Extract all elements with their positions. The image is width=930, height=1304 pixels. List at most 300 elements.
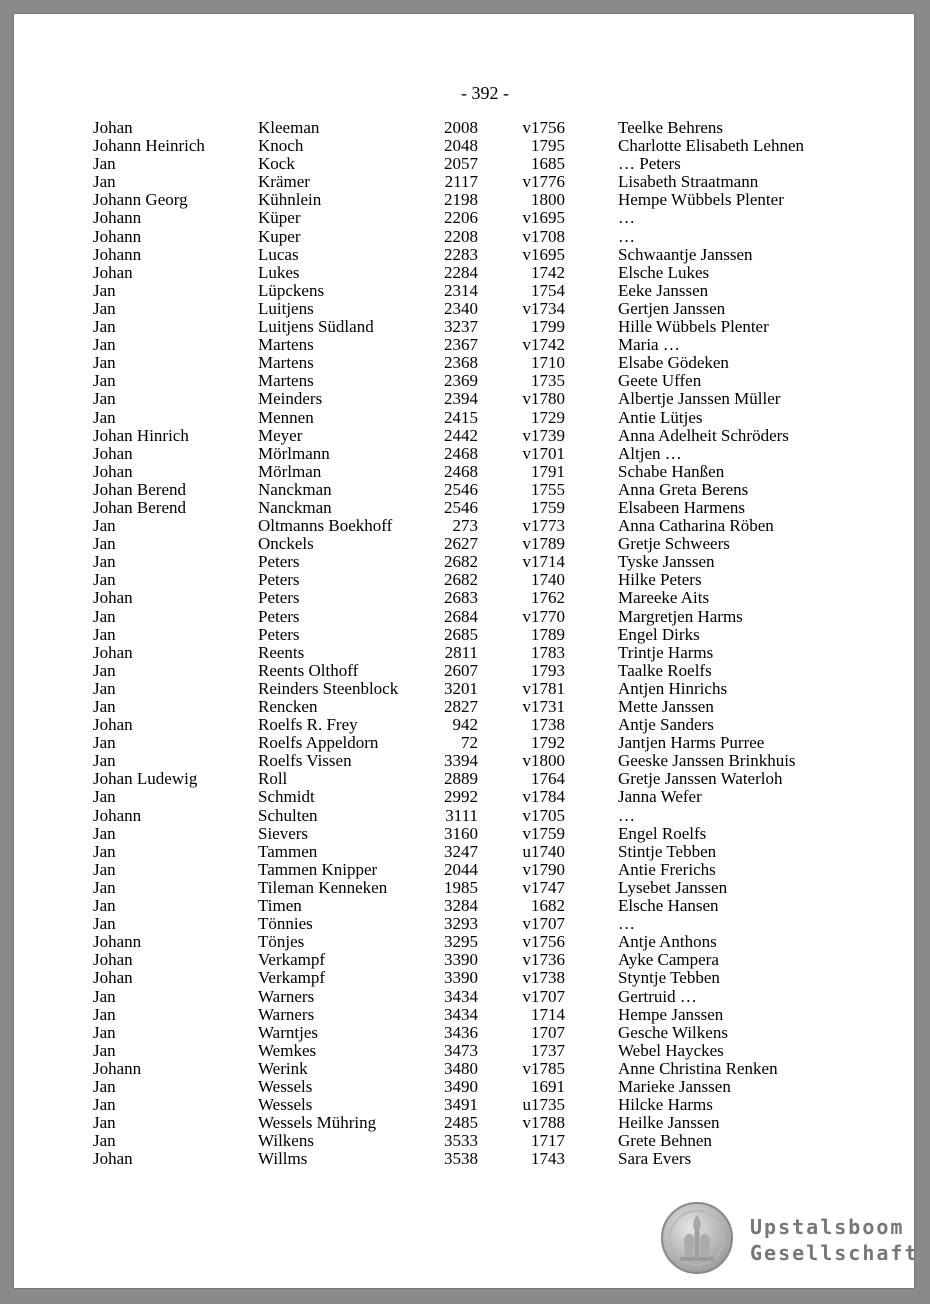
table-row: [13, 481, 915, 499]
spouse-name-cell: Antie Lütjes: [618, 407, 703, 427]
spouse-name-cell: …: [618, 805, 635, 825]
first-name-cell: Jan: [93, 1113, 116, 1133]
record-number-cell: 2044: [444, 859, 478, 879]
table-row: [13, 571, 915, 589]
last-name-cell: Wessels: [258, 1095, 313, 1115]
table-row: [13, 390, 915, 408]
first-name-cell: Jan: [93, 1076, 116, 1096]
last-name-cell: Nanckman: [258, 479, 332, 499]
record-number-cell: 3160: [444, 823, 478, 843]
first-name-cell: Johan: [93, 715, 133, 735]
spouse-name-cell: … Peters: [618, 154, 681, 174]
spouse-name-cell: Grete Behnen: [618, 1131, 712, 1151]
spouse-name-cell: Hille Wübbels Plenter: [618, 317, 769, 337]
spouse-name-cell: Stintje Tebben: [618, 841, 717, 861]
spouse-name-cell: Gesche Wilkens: [618, 1022, 728, 1042]
record-number-cell: 2368: [444, 353, 478, 373]
last-name-cell: Rencken: [258, 697, 318, 716]
first-name-cell: Johann: [93, 932, 142, 952]
last-name-cell: Luitjens Südland: [258, 317, 374, 337]
record-number-cell: 2048: [444, 136, 478, 156]
year-cell: v1731: [522, 697, 565, 716]
first-name-cell: Jan: [93, 660, 116, 680]
last-name-cell: Oltmanns Boekhoff: [258, 516, 393, 536]
first-name-cell: Jan: [93, 751, 116, 771]
record-number-cell: 2546: [444, 479, 478, 499]
last-name-cell: Knoch: [258, 136, 304, 156]
record-number-cell: 2198: [444, 190, 478, 210]
spouse-name-cell: Margretjen Harms: [618, 606, 743, 626]
spouse-name-cell: Albertje Janssen Müller: [618, 389, 781, 409]
last-name-cell: Mennen: [258, 407, 314, 427]
first-name-cell: Jan: [93, 624, 116, 644]
record-number-cell: 3434: [444, 1004, 478, 1024]
year-cell: v1707: [522, 986, 565, 1006]
spouse-name-cell: Ayke Campera: [618, 950, 719, 970]
table-row: [13, 336, 915, 354]
first-name-cell: Jan: [93, 678, 116, 698]
year-cell: 1759: [531, 497, 565, 517]
table-row: [13, 1096, 915, 1114]
last-name-cell: Schmidt: [258, 787, 315, 807]
first-name-cell: Jan: [93, 986, 116, 1006]
first-name-cell: Johann: [93, 208, 142, 228]
year-cell: 1738: [531, 715, 565, 735]
year-cell: 1789: [531, 624, 565, 644]
first-name-cell: Jan: [93, 353, 116, 373]
spouse-name-cell: Hilcke Harms: [618, 1095, 713, 1115]
table-row: [13, 933, 915, 951]
seal-icon: [660, 1201, 734, 1275]
record-number-cell: 2008: [444, 118, 478, 137]
spouse-name-cell: Teelke Behrens: [618, 118, 724, 137]
record-number-cell: 2284: [444, 262, 478, 282]
table-row: [13, 300, 915, 318]
record-number-cell: 2314: [444, 280, 478, 300]
spouse-name-cell: Engel Roelfs: [618, 823, 707, 843]
year-cell: v1780: [522, 389, 565, 409]
table-row: [13, 1042, 915, 1060]
first-name-cell: Johan: [93, 118, 133, 137]
last-name-cell: Roelfs R. Frey: [258, 715, 358, 735]
year-cell: 1783: [531, 642, 565, 662]
spouse-name-cell: Antje Sanders: [618, 715, 714, 735]
record-number-cell: 3434: [444, 986, 478, 1006]
first-name-cell: Jan: [93, 914, 116, 934]
last-name-cell: Meinders: [258, 389, 323, 409]
spouse-name-cell: Altjen …: [618, 443, 682, 463]
record-number-cell: 2367: [444, 335, 478, 355]
year-cell: 1799: [531, 317, 565, 337]
spouse-name-cell: Schwaantje Janssen: [618, 244, 753, 264]
spouse-name-cell: Taalke Roelfs: [618, 660, 712, 680]
first-name-cell: Johan Berend: [93, 497, 187, 517]
record-number-cell: 2685: [444, 624, 478, 644]
first-name-cell: Jan: [93, 407, 116, 427]
last-name-cell: Luitjens: [258, 298, 314, 318]
year-cell: 1755: [531, 479, 565, 499]
record-number-cell: 2442: [444, 425, 478, 445]
table-row: [13, 1060, 915, 1078]
first-name-cell: Jan: [93, 823, 116, 843]
record-number-cell: 2627: [444, 534, 478, 554]
spouse-name-cell: Geeske Janssen Brinkhuis: [618, 751, 796, 771]
year-cell: 1792: [531, 733, 565, 753]
logo-text-line2: Gesellschaft: [750, 1241, 919, 1265]
first-name-cell: Jan: [93, 1040, 116, 1060]
table-row: [13, 680, 915, 698]
table-row: [13, 318, 915, 336]
table-row: [13, 770, 915, 788]
table-row: [13, 282, 915, 300]
record-number-cell: 3473: [444, 1040, 478, 1060]
first-name-cell: Jan: [93, 516, 116, 536]
table-row: [13, 228, 915, 246]
first-name-cell: Jan: [93, 154, 116, 174]
spouse-name-cell: Anna Greta Berens: [618, 479, 749, 499]
year-cell: v1756: [522, 932, 565, 952]
first-name-cell: Johann: [93, 226, 142, 246]
first-name-cell: Jan: [93, 371, 116, 391]
table-row: [13, 119, 915, 137]
year-cell: 1740: [531, 570, 565, 590]
first-name-cell: Jan: [93, 896, 116, 916]
record-number-cell: 3480: [444, 1058, 478, 1078]
last-name-cell: Wessels: [258, 1076, 313, 1096]
first-name-cell: Johan: [93, 262, 133, 282]
last-name-cell: Peters: [258, 624, 300, 644]
table-row: [13, 209, 915, 227]
spouse-name-cell: Gertjen Janssen: [618, 298, 726, 318]
spouse-name-cell: Anna Adelheit Schröders: [618, 425, 789, 445]
year-cell: 1795: [531, 136, 565, 156]
year-cell: 1743: [531, 1149, 565, 1169]
spouse-name-cell: Tyske Janssen: [618, 552, 715, 572]
first-name-cell: Jan: [93, 1004, 116, 1024]
year-cell: v1790: [522, 859, 565, 879]
year-cell: 1793: [531, 660, 565, 680]
last-name-cell: Verkampf: [258, 968, 326, 988]
record-number-cell: 2827: [444, 697, 478, 716]
year-cell: v1788: [522, 1113, 565, 1133]
year-cell: v1695: [522, 244, 565, 264]
record-number-cell: 3237: [444, 317, 478, 337]
table-row: [13, 988, 915, 1006]
table-row: [13, 589, 915, 607]
first-name-cell: Jan: [93, 1095, 116, 1115]
spouse-name-cell: …: [618, 914, 635, 934]
last-name-cell: Verkampf: [258, 950, 326, 970]
spouse-name-cell: Hempe Janssen: [618, 1004, 724, 1024]
spouse-name-cell: Elsabeen Harmens: [618, 497, 745, 517]
table-row: [13, 372, 915, 390]
spouse-name-cell: Gretje Schweers: [618, 534, 730, 554]
year-cell: v1756: [522, 118, 565, 137]
year-cell: v1773: [522, 516, 565, 536]
record-number-cell: 3394: [444, 751, 478, 771]
spouse-name-cell: Elsabe Gödeken: [618, 353, 729, 373]
last-name-cell: Martens: [258, 335, 314, 355]
last-name-cell: Mörlmann: [258, 443, 330, 463]
last-name-cell: Kock: [258, 154, 295, 174]
last-name-cell: Timen: [258, 896, 302, 916]
year-cell: 1729: [531, 407, 565, 427]
last-name-cell: Schulten: [258, 805, 318, 825]
first-name-cell: Jan: [93, 534, 116, 554]
table-row: [13, 788, 915, 806]
table-row: [13, 1024, 915, 1042]
table-row: [13, 553, 915, 571]
spouse-name-cell: Gretje Janssen Waterloh: [618, 769, 783, 789]
year-cell: 1717: [531, 1131, 565, 1151]
first-name-cell: Johan Berend: [93, 479, 187, 499]
record-number-cell: 2340: [444, 298, 478, 318]
last-name-cell: Kühnlein: [258, 190, 322, 210]
spouse-name-cell: Charlotte Elisabeth Lehnen: [618, 136, 804, 156]
year-cell: 1707: [531, 1022, 565, 1042]
year-cell: v1784: [522, 787, 565, 807]
last-name-cell: Warners: [258, 1004, 315, 1024]
last-name-cell: Tileman Kenneken: [258, 877, 388, 897]
year-cell: v1739: [522, 425, 565, 445]
spouse-name-cell: Lisabeth Straatmann: [618, 172, 759, 192]
year-cell: u1735: [522, 1095, 565, 1115]
first-name-cell: Jan: [93, 172, 116, 192]
year-cell: 1737: [531, 1040, 565, 1060]
record-number-cell: 2206: [444, 208, 478, 228]
spouse-name-cell: Gertruid …: [618, 986, 697, 1006]
table-row: [13, 716, 915, 734]
year-cell: 1682: [531, 896, 565, 916]
first-name-cell: Johann Heinrich: [93, 136, 205, 156]
record-number-cell: 3390: [444, 950, 478, 970]
spouse-name-cell: Sara Evers: [618, 1149, 692, 1169]
first-name-cell: Jan: [93, 389, 116, 409]
last-name-cell: Tammen: [258, 841, 318, 861]
year-cell: 1764: [531, 769, 565, 789]
spouse-name-cell: Geete Uffen: [618, 371, 702, 391]
record-number-cell: 3390: [444, 968, 478, 988]
year-cell: v1785: [522, 1058, 565, 1078]
spouse-name-cell: …: [618, 208, 635, 228]
table-row: [13, 499, 915, 517]
record-number-cell: 1985: [444, 877, 478, 897]
year-cell: v1800: [522, 751, 565, 771]
year-cell: v1776: [522, 172, 565, 192]
spouse-name-cell: Elsche Lukes: [618, 262, 710, 282]
year-cell: 1762: [531, 588, 565, 608]
spouse-name-cell: Anna Catharina Röben: [618, 516, 774, 536]
table-row: [13, 535, 915, 553]
last-name-cell: Mörlman: [258, 461, 322, 481]
last-name-cell: Warners: [258, 986, 315, 1006]
spouse-name-cell: Antje Anthons: [618, 932, 717, 952]
year-cell: v1714: [522, 552, 565, 572]
table-row: [13, 173, 915, 191]
table-row: [13, 1006, 915, 1024]
first-name-cell: Jan: [93, 841, 116, 861]
spouse-name-cell: Janna Wefer: [618, 787, 702, 807]
record-number-cell: 3295: [444, 932, 478, 952]
last-name-cell: Tammen Knipper: [258, 859, 378, 879]
record-number-cell: 3491: [444, 1095, 478, 1115]
year-cell: v1781: [522, 678, 565, 698]
table-row: [13, 427, 915, 445]
spouse-name-cell: …: [618, 226, 635, 246]
spouse-name-cell: Marieke Janssen: [618, 1076, 731, 1096]
last-name-cell: Peters: [258, 552, 300, 572]
last-name-cell: Küper: [258, 208, 301, 228]
spouse-name-cell: Engel Dirks: [618, 624, 700, 644]
first-name-cell: Jan: [93, 280, 116, 300]
first-name-cell: Jan: [93, 787, 116, 807]
first-name-cell: Johann: [93, 1058, 142, 1078]
table-row: [13, 608, 915, 626]
table-row: [13, 879, 915, 897]
record-number-cell: 2811: [444, 642, 478, 662]
table-row: [13, 915, 915, 933]
record-number-cell: 72: [461, 733, 478, 753]
record-number-cell: 2057: [444, 154, 478, 174]
first-name-cell: Jan: [93, 697, 116, 716]
last-name-cell: Wessels Mühring: [258, 1113, 377, 1133]
spouse-name-cell: Heilke Janssen: [618, 1113, 720, 1133]
record-number-cell: 2415: [444, 407, 478, 427]
spouse-name-cell: Trintje Harms: [618, 642, 714, 662]
first-name-cell: Jan: [93, 733, 116, 753]
first-name-cell: Johann: [93, 244, 142, 264]
table-row: [13, 155, 915, 173]
year-cell: 1714: [531, 1004, 565, 1024]
year-cell: 1742: [531, 262, 565, 282]
logo-text-line1: Upstalsboom: [750, 1215, 905, 1239]
year-cell: 1710: [531, 353, 565, 373]
table-row: [13, 861, 915, 879]
year-cell: v1759: [522, 823, 565, 843]
first-name-cell: Jan: [93, 877, 116, 897]
year-cell: 1800: [531, 190, 565, 210]
record-number-cell: 3247: [444, 841, 478, 861]
year-cell: v1747: [522, 877, 565, 897]
first-name-cell: Johann: [93, 805, 142, 825]
spouse-name-cell: Styntje Tebben: [618, 968, 720, 988]
last-name-cell: Roll: [258, 769, 288, 789]
table-row: [13, 1078, 915, 1096]
record-number-cell: 942: [452, 715, 478, 735]
spouse-name-cell: Mette Janssen: [618, 697, 714, 716]
year-cell: v1701: [522, 443, 565, 463]
record-number-cell: 2992: [444, 787, 478, 807]
last-name-cell: Reents: [258, 642, 305, 662]
year-cell: v1708: [522, 226, 565, 246]
last-name-cell: Meyer: [258, 425, 303, 445]
table-row: [13, 1132, 915, 1150]
year-cell: v1695: [522, 208, 565, 228]
table-row: [13, 463, 915, 481]
document-page: [13, 13, 919, 1289]
last-name-cell: Kuper: [258, 226, 301, 246]
record-number-cell: 2684: [444, 606, 478, 626]
record-number-cell: 2468: [444, 443, 478, 463]
publisher-logo: [660, 1201, 919, 1279]
table-row: [13, 626, 915, 644]
last-name-cell: Peters: [258, 570, 300, 590]
table-row: [13, 897, 915, 915]
last-name-cell: Roelfs Appeldorn: [258, 733, 379, 753]
record-number-cell: 2682: [444, 552, 478, 572]
spouse-name-cell: Jantjen Harms Purree: [618, 733, 765, 753]
year-cell: v1707: [522, 914, 565, 934]
year-cell: 1754: [531, 280, 565, 300]
table-row: [13, 1150, 915, 1168]
table-row: [13, 409, 915, 427]
last-name-cell: Lucas: [258, 244, 299, 264]
record-number-cell: 2889: [444, 769, 478, 789]
last-name-cell: Nanckman: [258, 497, 332, 517]
spouse-name-cell: Antjen Hinrichs: [618, 678, 728, 698]
record-number-cell: 2485: [444, 1113, 478, 1133]
table-row: [13, 354, 915, 372]
first-name-cell: Johan: [93, 461, 133, 481]
last-name-cell: Martens: [258, 371, 314, 391]
record-number-cell: 3201: [444, 678, 478, 698]
spouse-name-cell: Elsche Hansen: [618, 896, 719, 916]
last-name-cell: Peters: [258, 606, 300, 626]
first-name-cell: Johan Hinrich: [93, 425, 189, 445]
last-name-cell: Wemkes: [258, 1040, 317, 1060]
table-row: [13, 445, 915, 463]
record-number-cell: 2546: [444, 497, 478, 517]
first-name-cell: Jan: [93, 317, 116, 337]
spouse-name-cell: Lysebet Janssen: [618, 877, 728, 897]
last-name-cell: Reents Olthoff: [258, 660, 359, 680]
last-name-cell: Wilkens: [258, 1131, 314, 1151]
table-row: [13, 843, 915, 861]
table-row: [13, 246, 915, 264]
year-cell: v1742: [522, 335, 565, 355]
record-number-cell: 2369: [444, 371, 478, 391]
table-row: [13, 752, 915, 770]
last-name-cell: Krämer: [258, 172, 310, 192]
record-number-cell: 3490: [444, 1076, 478, 1096]
year-cell: v1770: [522, 606, 565, 626]
record-number-cell: 3538: [444, 1149, 478, 1169]
last-name-cell: Willms: [258, 1149, 308, 1169]
record-list: [13, 119, 915, 1168]
table-row: [13, 191, 915, 209]
first-name-cell: Jan: [93, 1022, 116, 1042]
last-name-cell: Reinders Steenblock: [258, 678, 399, 698]
year-cell: v1705: [522, 805, 565, 825]
first-name-cell: Jan: [93, 1131, 116, 1151]
year-cell: v1738: [522, 968, 565, 988]
spouse-name-cell: Eeke Janssen: [618, 280, 709, 300]
last-name-cell: Peters: [258, 588, 300, 608]
record-number-cell: 2208: [444, 226, 478, 246]
last-name-cell: Martens: [258, 353, 314, 373]
record-number-cell: 3533: [444, 1131, 478, 1151]
record-number-cell: 2117: [444, 172, 478, 192]
page-number: - 392 -: [461, 83, 509, 103]
spouse-name-cell: Maria …: [618, 335, 680, 355]
last-name-cell: Sievers: [258, 823, 309, 843]
table-row: [13, 644, 915, 662]
table-row: [13, 807, 915, 825]
last-name-cell: Lüpckens: [258, 280, 325, 300]
first-name-cell: Jan: [93, 859, 116, 879]
spouse-name-cell: Mareeke Aits: [618, 588, 710, 608]
table-row: [13, 517, 915, 535]
